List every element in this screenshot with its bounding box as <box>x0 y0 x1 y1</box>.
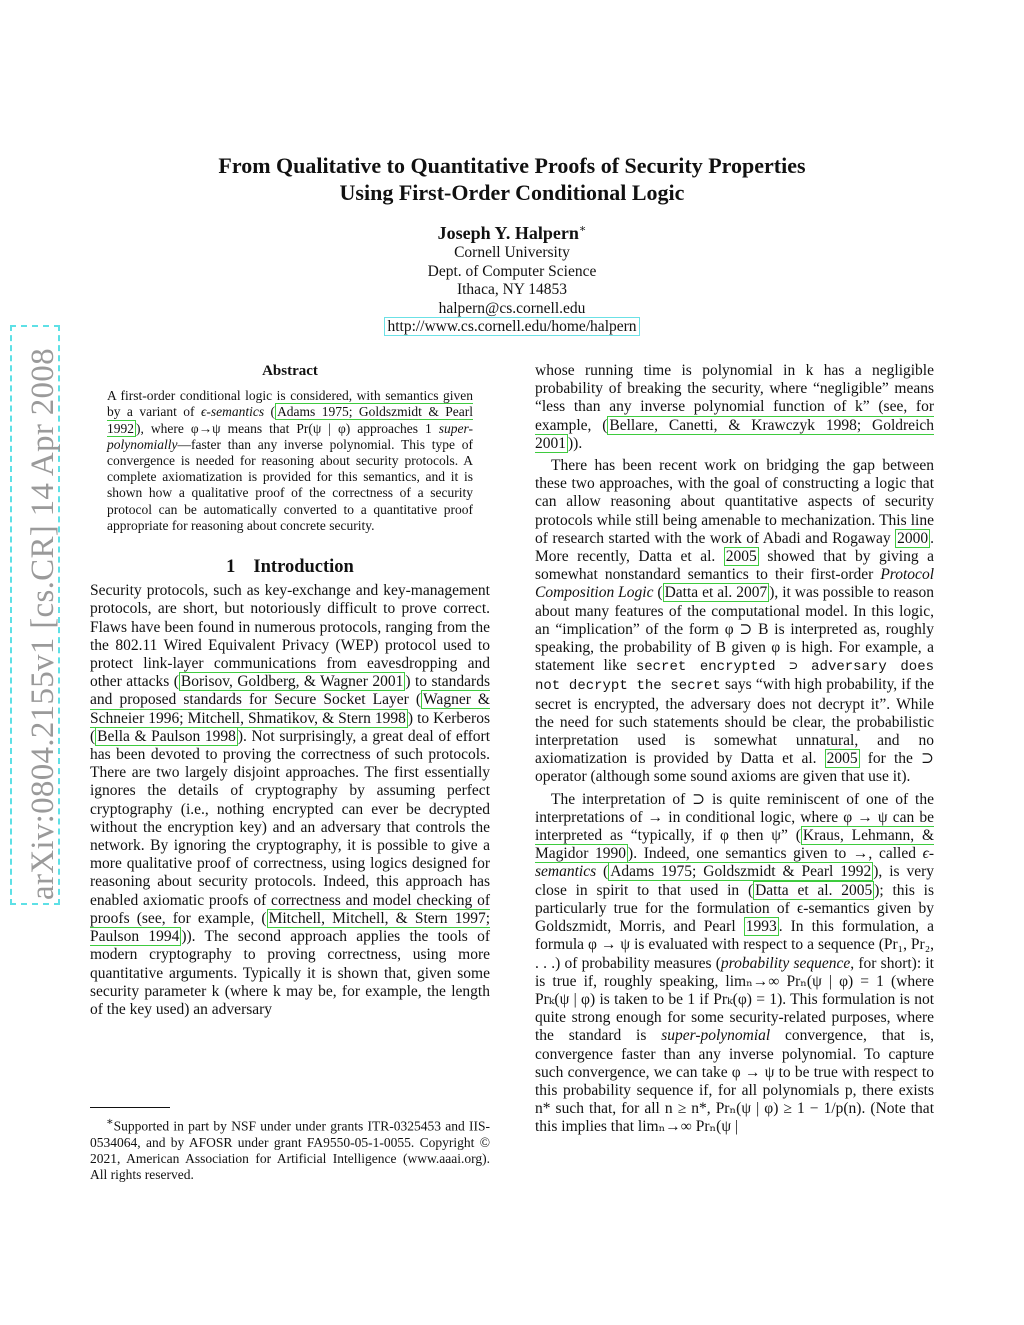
intro-paragraph: Security protocols, such as key-exchange and key-management protocols, are short, but notoriously difficult to prove correct. Flaws have been found in numerous protocols, ranging from the the 802.11 Wired Equivalent Privacy (WEP) protocol used to protect link-layer communications from eavesdropping and other attacks ( Borisov, Goldberg, & Wagner 2001 ) to standards and proposed standards for Secure Socket Layer ( Wagner & Schneier 1996; Mitchell, Shmatikov, & Stern 1998 ) to Kerberos ( Bella & Paulson 1998 ). Not surprisingly, a great deal of effort has been devoted to proving the correctness of such protocols. There are two largely disjoint approaches. The first essentially ignores the details of cryptography by assuming perfect cryptography (i.e., nothing encrypted can ever be decrypted without the encryption key) and an adversary that controls the network. By ignoring the cryptography, it is possible to give a more qualitative proof of correctness, using logics designed for reasoning about security protocols. Indeed, this approach has enabled axiomatic proofs of correctness and model checking of proofs (see, for example, ( Mitchell, Mitchell, & Stern 1997; Paulson 1994 )). The second approach applies the tools of modern cryptography to proving correctness, using more quantitative arguments. Typically it is shown that, given some security parameter k (where k may be, for example, the length of the key used) an adversary <box>90 582 491 1018</box>
citation-link[interactable]: Kraus, Lehmann, & Magidor 1990 <box>535 827 935 863</box>
arxiv-identifier: arXiv:0804.2155v1 [cs.CR] 14 Apr 2008 <box>25 348 61 900</box>
right-column <box>535 362 934 1137</box>
citation-link[interactable]: 1993 <box>745 918 777 936</box>
title-line-2: Using First-Order Conditional Logic <box>339 180 685 205</box>
abstract-heading: Abstract <box>262 363 318 379</box>
abstract-text: A first-order conditional logic is considered, with semantics given by a variant of ϵ-semantics ( Adams 1975; Goldszmidt & Pearl 1992 ), where φ→ψ means that Pr(ψ | φ) approaches 1 super-polynomially—faster than any inverse polynomial. This type of convergence is needed for reasoning about security protocols. A complete axiomatization is provided for this semantics, and it is shown how a qualitative proof of the correctness of a security protocol can be automatically converted to a quantitative proof appropriate for reasoning about concrete security. <box>107 388 474 533</box>
section-heading <box>90 558 490 576</box>
author-city: Ithaca, NY 14853 <box>456 281 568 299</box>
citation-link[interactable]: Mitchell, Mitchell, & Stern 1997; Paulson 1994 <box>90 909 490 946</box>
body-paragraph: whose running time is polynomial in k has a negligible probability of breaking the security, where “negligible” means “less than any inverse polynomial function of k” (see, for example, ( Bellare, Canetti, & Krawczyk 1998; Goldreich 2001 )). <box>535 362 934 452</box>
citation-link[interactable]: Bella & Paulson 1998 <box>97 727 236 745</box>
citation-link[interactable]: 2000 <box>897 529 929 547</box>
author-block <box>250 218 774 337</box>
citation-link[interactable]: Wagner & Schneier 1996; Mitchell, Shmatikov, & Stern 1998 <box>90 691 490 727</box>
citation-link[interactable]: 2005 <box>826 750 858 768</box>
body-paragraph: The interpretation of ⊃ is quite reminiscent of one of the interpretations of → in conditional logic, where φ → ψ can be interpreted as “typically, if φ then ψ” ( Kraus, Lehmann, & Magidor 1990 ). Indeed, one semantics given to →, called ϵ-semantics ( Adams 1975; Goldszmidt & Pearl 1992 ), is very close in spirit to that used in ( Datta et al. 2005 ); this is particularly true for the formulation of ϵ-semantics given by Goldszmidt, Morris, and Pearl 1993 . In this formulation, a formula φ → ψ is evaluated with respect to a sequence (Pr₁, Pr₂, . . .) of probability measures (probability sequence, for short): it is true if, roughly speaking, limₙ→∞ Prₙ(ψ | φ) = 1 (where Prₖ(ψ | φ) is taken to be 1 if Prₖ(φ) = 1). This formulation is not quite strong enough for some security-related purposes, where the standard is super-polynomial convergence, that is, convergence faster than any inverse polynomial. To capture such convergence, we can take φ → ψ to be true with respect to this probability sequence if, for all polynomials p, there exists n* such that, for all n ≥ n*, Prₙ(ψ | φ) ≥ 1 − 1/p(n). (Note that this implies that limₙ→∞ Prₙ(ψ | <box>535 790 935 1136</box>
citation-link[interactable]: Adams 1975; Goldszmidt & Pearl 1992 <box>610 863 872 881</box>
footnote-rule <box>90 1107 170 1108</box>
paper-title <box>120 152 904 206</box>
section-number: 1 <box>226 557 236 578</box>
citation-link[interactable]: Datta et al. 2007 <box>664 584 768 602</box>
citation-link[interactable]: Adams 1975; Goldszmidt & Pearl 1992 <box>107 404 474 436</box>
title-line-1: From Qualitative to Quantitative Proofs of Security Properties <box>218 153 806 178</box>
citation-link[interactable]: 2005 <box>725 548 757 566</box>
code-statement: secret encrypted ⊃ adversary does not decrypt the secret <box>535 659 935 695</box>
author-footnote-mark: ∗ <box>578 223 587 235</box>
author-email: halpern@cs.cornell.edu <box>438 299 586 317</box>
footnote-text: ∗Supported in part by NSF under under grants ITR-0325453 and IIS-0534064, and by AFOSR under grant FA9550-05-1-0055. Copyright © 2021, American Association for Artificial Intelligence (www.aaai.org). All rights reserved. <box>90 1116 490 1183</box>
author-affiliation: Cornell University <box>454 244 570 261</box>
citation-link[interactable]: Datta et al. 2005 <box>755 881 873 899</box>
author-homepage-link[interactable]: http://www.cs.cornell.edu/home/halpern <box>384 317 639 336</box>
citation-link[interactable]: Bellare, Canetti, & Krawczyk 1998; Goldreich 2001 <box>535 416 934 452</box>
author-name: Joseph Y. Halpern∗ <box>437 223 587 243</box>
citation-link[interactable]: Borisov, Goldberg, & Wagner 2001 <box>180 673 404 691</box>
section-title: Introduction <box>253 557 354 578</box>
author-department: Dept. of Computer Science <box>427 262 597 280</box>
left-column <box>90 362 490 1019</box>
body-paragraph: There has been recent work on bridging the gap between these two approaches, with the goal of constructing a logic that can allow reasoning about quantitative aspects of security protocols while still being amenable to mechanization. This line of research started with the work of Abadi and Rogaway 2000 . More recently, Datta et al. 2005 showed that by giving a somewhat nonstandard semantics to their first-order Protocol Composition Logic ( Datta et al. 2007 ), it was possible to reason about many features of the computational model. In this logic, an “implication” of the form φ ⊃ B is interpreted as, roughly speaking, the probability of B given φ is high. For example, a statement like secret encrypted ⊃ adversary does not decrypt the secret says “with high probability, if the secret is encrypted, the adversary does not decrypt it”. While the need for such statements should be clear, the probabilistic interpretation used is somewhat unnatural, and no axiomatization is provided by Datta et al. 2005 for the ⊃ operator (although some sound axioms are given that use it). <box>535 457 935 786</box>
footnote <box>90 1107 490 1183</box>
